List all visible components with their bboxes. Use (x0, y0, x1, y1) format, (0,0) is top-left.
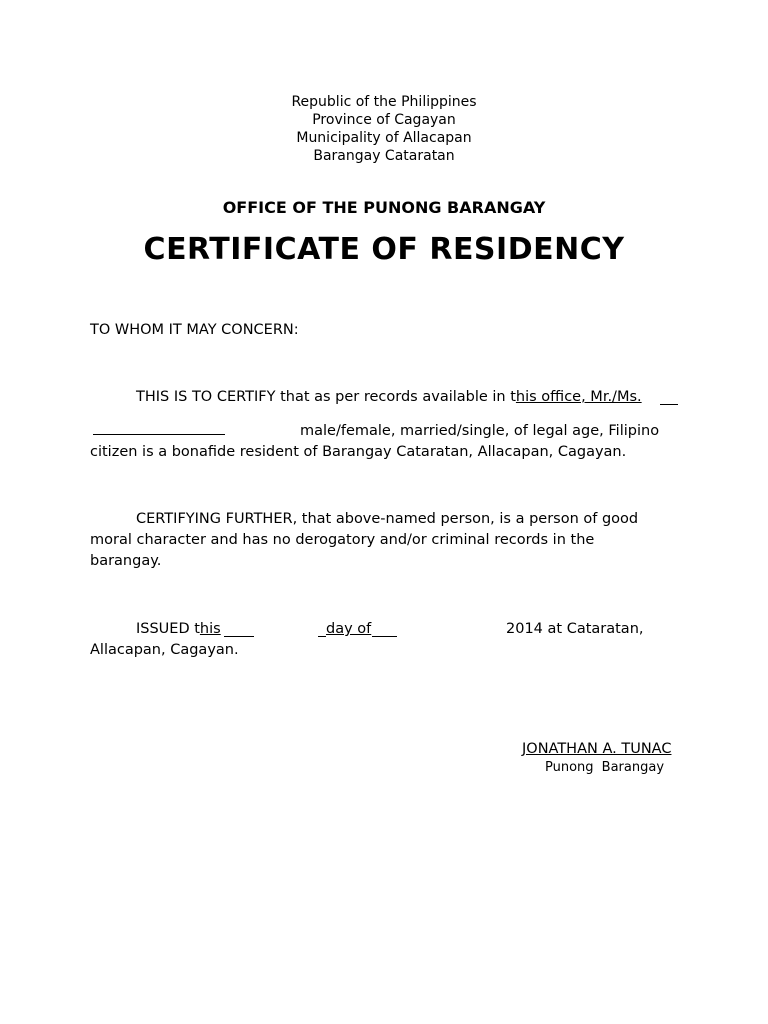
issued-lead (136, 619, 221, 640)
day-of-text: day of (326, 621, 372, 637)
issued-this-text: his (199, 621, 221, 637)
further-line-2: moral character and has no derogatory and/or criminal records in the (90, 532, 595, 548)
day-blank-line (224, 636, 254, 637)
certify-line-3: citizen is a bonafide resident of Barangay Cataratan, Allacapan, Cagayan. (90, 444, 627, 460)
name-blank-line (93, 434, 225, 435)
document-header (0, 93, 768, 165)
issued-line-2: Allacapan, Cagayan. (90, 642, 239, 658)
month-blank-line (372, 636, 397, 637)
certificate-title: CERTIFICATE OF RESIDENCY (143, 232, 625, 267)
day-of-lead-line (318, 636, 326, 637)
salutation: TO WHOM IT MAY CONCERN: (90, 322, 299, 338)
further-line-1: CERTIFYING FURTHER, that above-named person, is a person of good (136, 511, 639, 527)
office-heading: OFFICE OF THE PUNONG BARANGAY (222, 198, 546, 217)
certify-line-2: male/female, married/single, of legal age, Filipino (300, 423, 660, 439)
header-barangay: Barangay Cataratan (313, 148, 455, 164)
certify-office-text: his office, Mr./Ms. (515, 389, 642, 405)
signatory-position: Punong Barangay (545, 760, 665, 775)
header-country: Republic of the Philippines (291, 94, 477, 110)
further-line-3: barangay. (90, 553, 162, 569)
issued-text: ISSUED t (136, 621, 200, 637)
header-province: Province of Cagayan (312, 112, 456, 128)
signatory-name: JONATHAN A. TUNAC (522, 741, 672, 757)
name-blank-end (660, 404, 678, 405)
certify-line-1 (136, 387, 642, 408)
header-municipality: Municipality of Allacapan (296, 130, 472, 146)
certify-lead-text: THIS IS TO CERTIFY that as per records available in t (136, 389, 516, 405)
year-place-text: 2014 at Cataratan, (506, 621, 644, 637)
